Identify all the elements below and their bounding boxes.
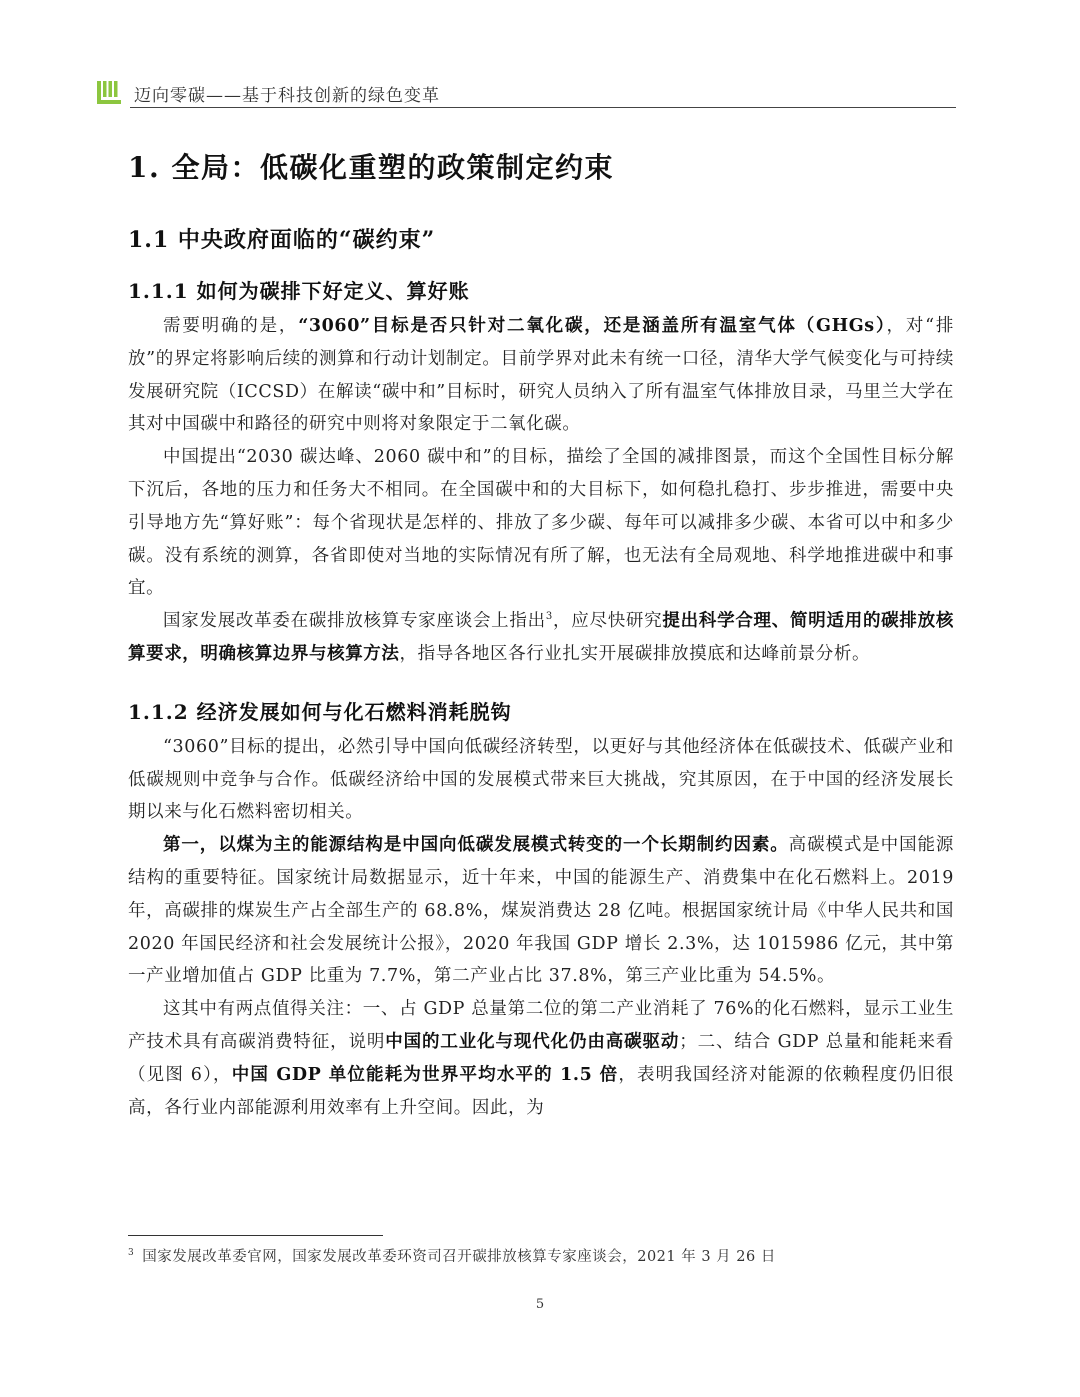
page-content [128,148,954,1124]
footnote-ref[interactable]: 3 [545,611,553,623]
paragraph-1-1-2-c: 这其中有两点值得关注：一、占 GDP 总量第二位的第二产业消耗了 76%的化石燃料，显示工业生产技术具有高碳消费特征，说明中国的工业化与现代化仍由高碳驱动；二、结合 GDP 总量和能耗来看（见图 6），中国 GDP 单位能耗为世界平均水平的 1.5 倍，表明我国经济对能源的依赖程度仍旧很高，各行业内部能源利用效率有上升空间。因此，为 [128,999,954,1118]
paragraph-1-1-2-a: “3060”目标的提出，必然引导中国向低碳经济转型，以更好与其他经济体在低碳技术、低碳产业和低碳规则中竞争与合作。低碳经济给中国的发展模式带来巨大挑战，究其原因，在于中国的经济发展长期以来与化石燃料密切相关。 [128,736,954,823]
paragraph-1-1-2-b: 第一，以煤为主的能源结构是中国向低碳发展模式转变的一个长期制约因素。高碳模式是中国能源结构的重要特征。国家统计局数据显示，近十年来，中国的能源生产、消费集中在化石燃料上。2019 年，高碳排的煤炭生产占全部生产的 68.8%，煤炭消费达 28 亿吨。根据国家统计局《中华人民共和国 2020 年国民经济和社会发展统计公报》，2020 年我国 GDP 增长 2.3%，达 1015986 亿元，其中第一产业增加值占 GDP 比重为 7.7%，第二产业占比 37.8%，第三产业比重为 54.5%。 [128,835,954,987]
paragraph-1-1-1-a: 需要明确的是，“3060”目标是否只针对二氧化碳，还是涵盖所有温室气体（GHGs），对“排放”的界定将影响后续的测算和行动计划制定。目前学界对此未有统一口径，清华大学气候变化与可持续发展研究院（ICCSD）在解读“碳中和”目标时，研究人员纳入了所有温室气体排放目录，马里兰大学在其对中国碳中和路径的研究中则将对象限定于二氧化碳。 [128,316,955,435]
header-rule [130,107,956,108]
page-header [96,78,956,110]
footnote-rule [128,1235,383,1236]
header-title: 迈向零碳——基于科技创新的绿色变革 [134,86,440,106]
footnote-text: 国家发展改革委官网，国家发展改革委环资司召开碳排放核算专家座谈会，2021 年 3 月 26 日 [142,1249,776,1265]
footnote-number: 3 [128,1248,135,1259]
paragraph-1-1-1-b: 中国提出“2030 碳达峰、2060 碳中和”的目标，描绘了全国的减排图景，而这个全国性目标分解下沉后，各地的压力和任务大不相同。在全国碳中和的大目标下，如何稳扎稳打、步步推进，需要中央引导地方先“算好账”：每个省现状是怎样的、排放了多少碳、每年可以减排多少碳、本省可以中和多少碳。没有系统的测算，各省即使对当地的实际情况有所了解，也无法有全局观地、科学地推进碳中和事宜。 [128,447,954,599]
page-number: 5 [535,1297,545,1312]
section-1-1-2-title: 1.1.2 经济发展如何与化石燃料消耗脱钩 [128,699,512,724]
footnote [128,1246,954,1268]
paragraph-1-1-1-c: 国家发展改革委在碳排放核算专家座谈会上指出$^3$，应尽快研究提出科学合理、简明适用的碳排放核算要求，明确核算边界与核算方法，指导各地区各行业扎实开展碳排放摸底和达峰前景分析。 [128,611,954,664]
section-1-title: 1. 全局：低碳化重塑的政策制定约束 [128,151,614,184]
report-logo-icon [96,78,122,106]
section-1-1-title: 1.1 中央政府面临的“碳约束” [128,227,436,253]
section-1-1-1-title: 1.1.1 如何为碳排下好定义、算好账 [128,279,470,303]
